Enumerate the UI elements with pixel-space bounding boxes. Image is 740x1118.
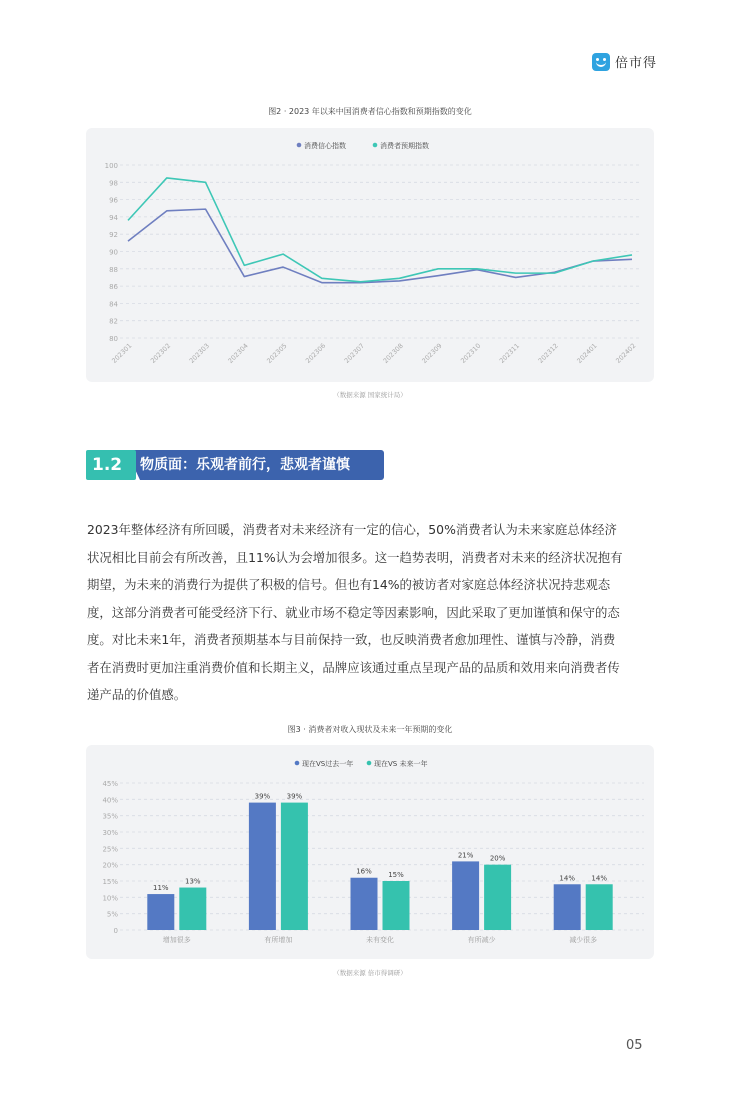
x-tick-label: 增加很多 [162,936,191,944]
paragraph-line: 度。对比未来1年，消费者预期基本与目前保持一致，也反映消费者愈加理性、谨慎与冷静，消费 [87,632,616,647]
bar-1 [249,803,276,930]
x-tick-label: 202302 [148,341,173,365]
bar-1 [554,884,581,930]
bar-2 [179,888,206,930]
data-label: 13% [185,877,201,886]
data-label: 14% [559,874,575,883]
y-tick-label: 45% [102,780,118,788]
data-label: 15% [388,871,404,879]
brand-logo [592,52,657,71]
bar-1 [351,878,378,930]
data-label: 39% [254,792,271,801]
bar-2 [484,865,511,930]
figure3-source: （数据来源 倍市得调研） [333,969,407,977]
series-line-1 [128,209,632,283]
paragraph-line: 期望，为未来的消费行为提供了积极的信号。但也有14%的被访者对家庭总体经济状况持悲观态 [87,577,611,592]
y-tick-label: 5% [106,910,118,919]
line-chart [86,128,654,382]
y-tick-label: 88 [109,265,118,274]
legend-swatch [297,143,302,148]
section-number: 1.2 [86,450,136,480]
y-tick-label: 40% [102,796,118,805]
paragraph-line: 2023年整体经济有所回暖，消费者对未来经济有一定的信心，50%消费者认为未来家庭总体经济 [87,522,617,537]
y-tick-label: 82 [109,317,118,326]
bar-1 [147,894,174,930]
bar-1 [452,861,479,930]
x-tick-label: 未有变化 [366,936,394,944]
x-tick-label: 202402 [614,341,638,365]
data-label: 39% [286,792,303,801]
data-label: 20% [489,854,506,863]
x-tick-label: 202312 [536,341,560,365]
x-tick-label: 202303 [187,341,211,365]
logo-text: 倍市得 [615,56,658,71]
y-tick-label: 30% [102,829,118,837]
figure2-title: 图2 · 2023 年以来中国消费者信心指数和预期指数的变化 [268,107,472,116]
y-tick-label: 92 [109,231,118,240]
y-tick-label: 90 [109,248,118,257]
figure3-panel [86,745,654,959]
bar-2 [281,803,308,930]
paragraph-line: 度，这部分消费者可能受经济下行、就业市场不稳定等因素影响，因此采取了更加谨慎和保守的态 [87,604,620,620]
y-tick-label: 84 [109,300,118,309]
x-tick-label: 202301 [110,341,134,365]
bar-2 [586,884,613,930]
x-tick-label: 减少很多 [569,936,598,944]
series-line-2 [128,178,632,282]
y-tick-label: 86 [109,283,118,292]
x-tick-label: 202311 [497,341,522,365]
figure2-source: （数据来源 国家统计局） [333,391,407,399]
body-paragraph [87,516,655,709]
figure3-title: 图3 · 消费者对收入现状及未来一年预期的变化 [287,725,453,734]
page-number: 05 [626,1038,643,1053]
y-tick-label: 94 [109,213,118,222]
bar-chart [86,745,654,959]
bar-2 [383,881,410,930]
y-tick-label: 35% [102,812,118,821]
legend-swatch [373,143,378,148]
legend-label: 消费信心指数 [304,142,346,150]
paragraph-line: 状况相比目前会有所改善，且11%认为会增加很多。这一趋势表明，消费者对未来的经济状况抱有 [87,549,623,565]
y-tick-label: 80 [109,335,118,343]
y-tick-label: 96 [109,196,118,205]
legend-swatch [295,761,300,766]
x-tick-label: 202401 [575,341,599,365]
x-tick-label: 有所减少 [467,936,496,944]
legend-label: 现在VS过去一年 [302,760,354,768]
x-tick-label: 202305 [265,341,289,365]
y-tick-label: 20% [102,861,118,870]
x-tick-label: 202304 [226,341,250,365]
figure2-panel [86,128,654,382]
data-label: 14% [591,874,607,883]
y-tick-label: 15% [102,878,118,886]
x-tick-label: 202308 [381,341,405,365]
data-label: 21% [457,851,474,860]
paragraph-line: 者在消费时更加注重消费价值和长期主义，品牌应该通过重点呈现产品的品质和效用来向消费者传 [87,659,620,675]
x-tick-label: 202307 [342,341,367,365]
y-tick-label: 98 [109,179,118,188]
x-tick-label: 202309 [420,341,444,365]
section-heading [86,450,384,480]
x-tick-label: 有所增加 [264,936,293,944]
legend-label: 消费者预期指数 [380,142,429,150]
legend-swatch [367,761,372,766]
legend-label: 现在VS 未来一年 [374,760,428,768]
y-tick-label: 0 [113,927,118,935]
y-tick-label: 100 [104,162,118,170]
y-tick-label: 25% [102,845,118,854]
data-label: 16% [356,867,372,876]
paragraph-line: 递产品的价值感。 [87,687,187,702]
logo-face-icon [592,53,610,71]
data-label: 11% [153,884,169,893]
x-tick-label: 202310 [459,341,483,365]
section-title: 物质面：乐观者前行，悲观者谨慎 [140,457,350,473]
y-tick-label: 10% [102,894,118,903]
x-tick-label: 202306 [304,341,328,365]
